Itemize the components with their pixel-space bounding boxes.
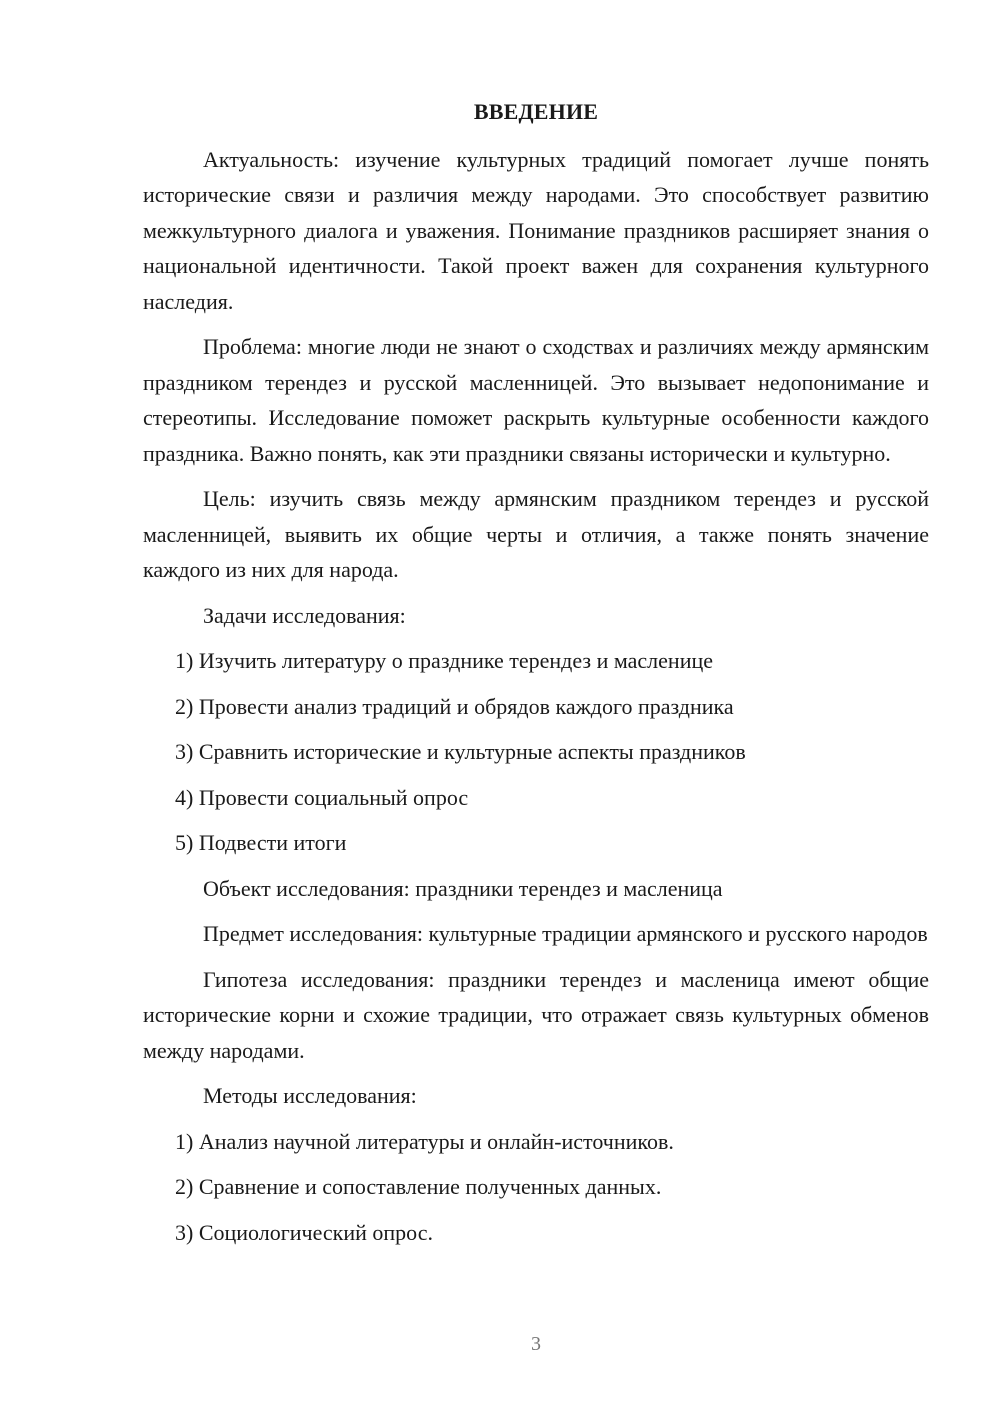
hypothesis-paragraph: Гипотеза исследования: праздники терендез и масленица имеют общие исторические корни и схожие традиции, что отражает связь культурных обменов между народами. [143,966,929,1063]
method-item: 1) Анализ научной литературы и онлайн-источников. [175,1128,674,1154]
goal-paragraph: Цель: изучить связь между армянским праздником терендез и русской масленницей, выявить их общие черты и отличия, а также понять значение каждого из них для народа. [143,486,929,582]
methods-heading: Методы исследования: [203,1083,417,1108]
task-item: 2) Провести анализ традиций и обрядов каждого праздника [175,693,734,719]
problem-paragraph: Проблема: многие люди не знают о сходствах и различиях между армянским праздником терендез и русской масленницей. Это вызывает недопонимание и стереотипы. Исследование поможет раскрыть культурные особенности каждого праздника. Важно понять, как эти праздники связаны исторически и культурно. [143,334,929,466]
task-item: 4) Провести социальный опрос [175,784,469,810]
task-item: 5) Подвести итоги [175,830,347,855]
subject-paragraph: Предмет исследования: культурные традиции армянского и русского народов [203,921,928,946]
page-number: 3 [531,1333,541,1355]
tasks-heading: Задачи исследования: [203,602,406,628]
object-line: Объект исследования: праздники терендез и масленица [203,875,723,901]
task-item: 1) Изучить литературу о празднике терендез и масленице [175,648,714,673]
method-item: 2) Сравнение и сопоставление полученных данных. [175,1174,662,1199]
method-item: 3) Социологический опрос. [175,1219,433,1245]
page-title: ВВЕДЕНИЕ [473,99,599,124]
relevance-paragraph: Актуальность: изучение культурных традиций помогает лучше понять исторические связи и различия между народами. Это способствует развитию межкультурного диалога и уважения. Понимание праздников расширяет знания о национальной идентичности. Такой проект важен для сохранения культурного наследия. [143,146,929,314]
task-item: 3) Сравнить исторические и культурные аспекты праздников [175,739,746,764]
page-content [143,94,929,1260]
